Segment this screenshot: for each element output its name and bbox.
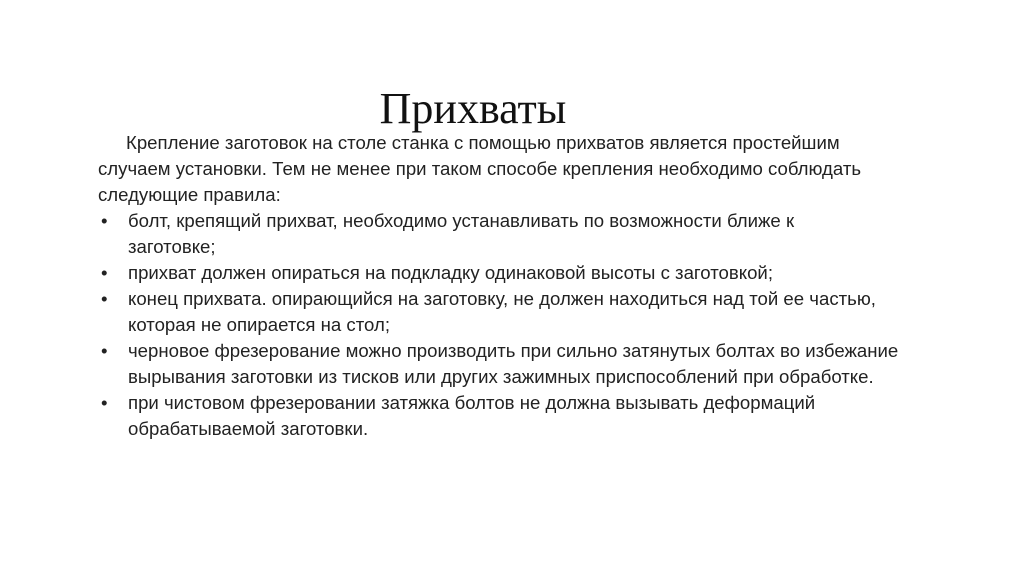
list-item xyxy=(98,390,868,442)
list-item-text: болт, крепящий прихват, необходимо устанавливать по возможности ближе к заготовке; xyxy=(128,210,795,257)
list-item xyxy=(98,338,938,390)
list-item xyxy=(98,286,928,338)
list-item-text: черновое фрезерование можно производить при сильно затянутых болтах во избежание вырывания заготовки из тисков или других зажимных приспособлений при обработке. xyxy=(128,340,899,387)
slide-body xyxy=(98,130,938,442)
bullet-icon: • xyxy=(101,340,108,361)
bullet-icon: • xyxy=(101,210,108,231)
slide-title: Прихваты xyxy=(379,84,567,134)
intro-paragraph: Крепление заготовок на столе станка с помощью прихватов является простейшим случаем установки. Тем не менее при таком способе крепления необходимо соблюдать следующие правила: xyxy=(98,132,862,205)
bullet-icon: • xyxy=(101,262,108,283)
list-item xyxy=(98,260,938,286)
list-item xyxy=(98,208,848,260)
rules-list xyxy=(98,208,938,442)
list-item-text: прихват должен опираться на подкладку одинаковой высоты с заготовкой; xyxy=(128,262,773,283)
bullet-icon: • xyxy=(101,392,108,413)
list-item-text: при чистовом фрезеровании затяжка болтов не должна вызывать деформаций обрабатываемой заготовки. xyxy=(128,392,816,439)
list-item-text: конец прихвата. опирающийся на заготовку, не должен находиться над той ее частью, которая не опирается на стол; xyxy=(128,288,876,335)
bullet-icon: • xyxy=(101,288,108,309)
